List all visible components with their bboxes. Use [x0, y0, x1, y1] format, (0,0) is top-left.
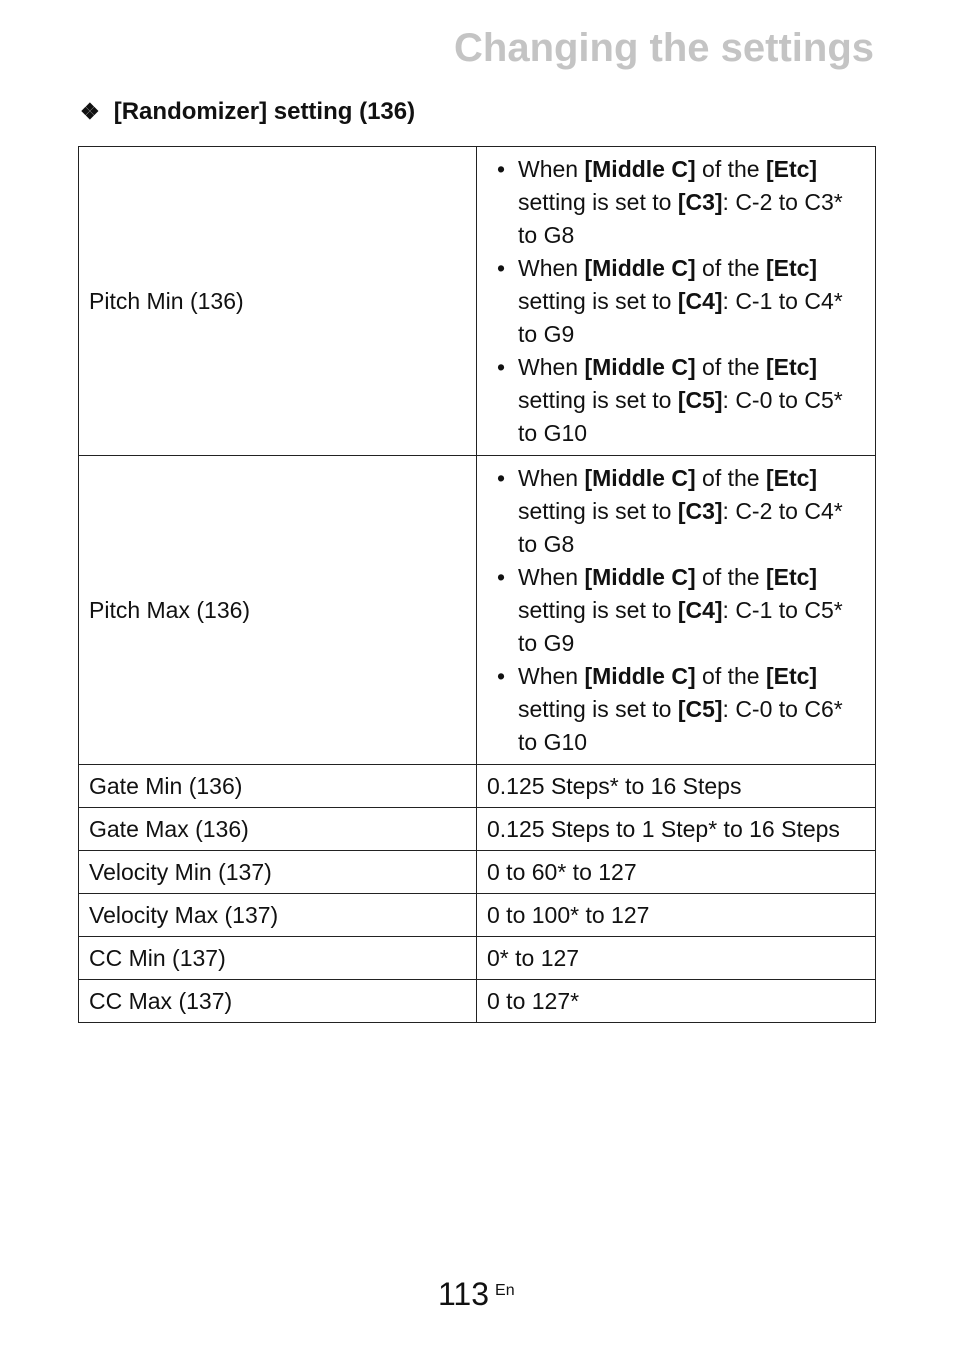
setting-name: CC Min (137)	[79, 937, 477, 980]
table-row	[79, 808, 876, 851]
table-row	[79, 147, 876, 456]
section-heading	[80, 98, 415, 126]
table-row	[79, 980, 876, 1023]
table-row	[79, 937, 876, 980]
setting-name: CC Max (137)	[79, 980, 477, 1023]
setting-value	[477, 147, 876, 456]
list-item: • When [Middle C] of the [Etc] setting is set to [C3]: C-2 to C3* to G8	[497, 153, 865, 252]
setting-value: 0.125 Steps to 1 Step* to 16 Steps	[477, 808, 876, 851]
list-item: • When [Middle C] of the [Etc] setting is set to [C5]: C-0 to C6* to G10	[497, 660, 865, 759]
setting-name: Velocity Max (137)	[79, 894, 477, 937]
setting-name: Velocity Min (137)	[79, 851, 477, 894]
section-heading-text: [Randomizer] setting (136)	[113, 98, 416, 125]
setting-value: 0 to 100* to 127	[477, 894, 876, 937]
list-item: • When [Middle C] of the [Etc] setting is set to [C5]: C-0 to C5* to G10	[497, 351, 865, 450]
list-item: • When [Middle C] of the [Etc] setting is set to [C3]: C-2 to C4* to G8	[497, 462, 865, 561]
setting-name: Gate Max (136)	[79, 808, 477, 851]
setting-value: 0.125 Steps* to 16 Steps	[477, 765, 876, 808]
setting-value: 0* to 127	[477, 937, 876, 980]
setting-name: Gate Min (136)	[79, 765, 477, 808]
bullet-list	[487, 153, 865, 450]
setting-name: Pitch Max (136)	[79, 456, 477, 765]
page-title: Changing the settings	[454, 26, 874, 70]
language-code: En	[495, 1282, 515, 1299]
setting-name: Pitch Min (136)	[79, 147, 477, 456]
setting-value: 0 to 60* to 127	[477, 851, 876, 894]
diamond-bullet-icon: ❖	[80, 99, 100, 124]
page-number	[438, 1276, 515, 1313]
setting-value	[477, 456, 876, 765]
setting-value: 0 to 127*	[477, 980, 876, 1023]
page-number-value: 113	[438, 1276, 490, 1312]
table-row	[79, 765, 876, 808]
table-row	[79, 894, 876, 937]
settings-table	[78, 146, 876, 1023]
list-item: • When [Middle C] of the [Etc] setting is set to [C4]: C-1 to C5* to G9	[497, 561, 865, 660]
table-row	[79, 851, 876, 894]
list-item: • When [Middle C] of the [Etc] setting is set to [C4]: C-1 to C4* to G9	[497, 252, 865, 351]
table-row	[79, 456, 876, 765]
bullet-list	[487, 462, 865, 759]
